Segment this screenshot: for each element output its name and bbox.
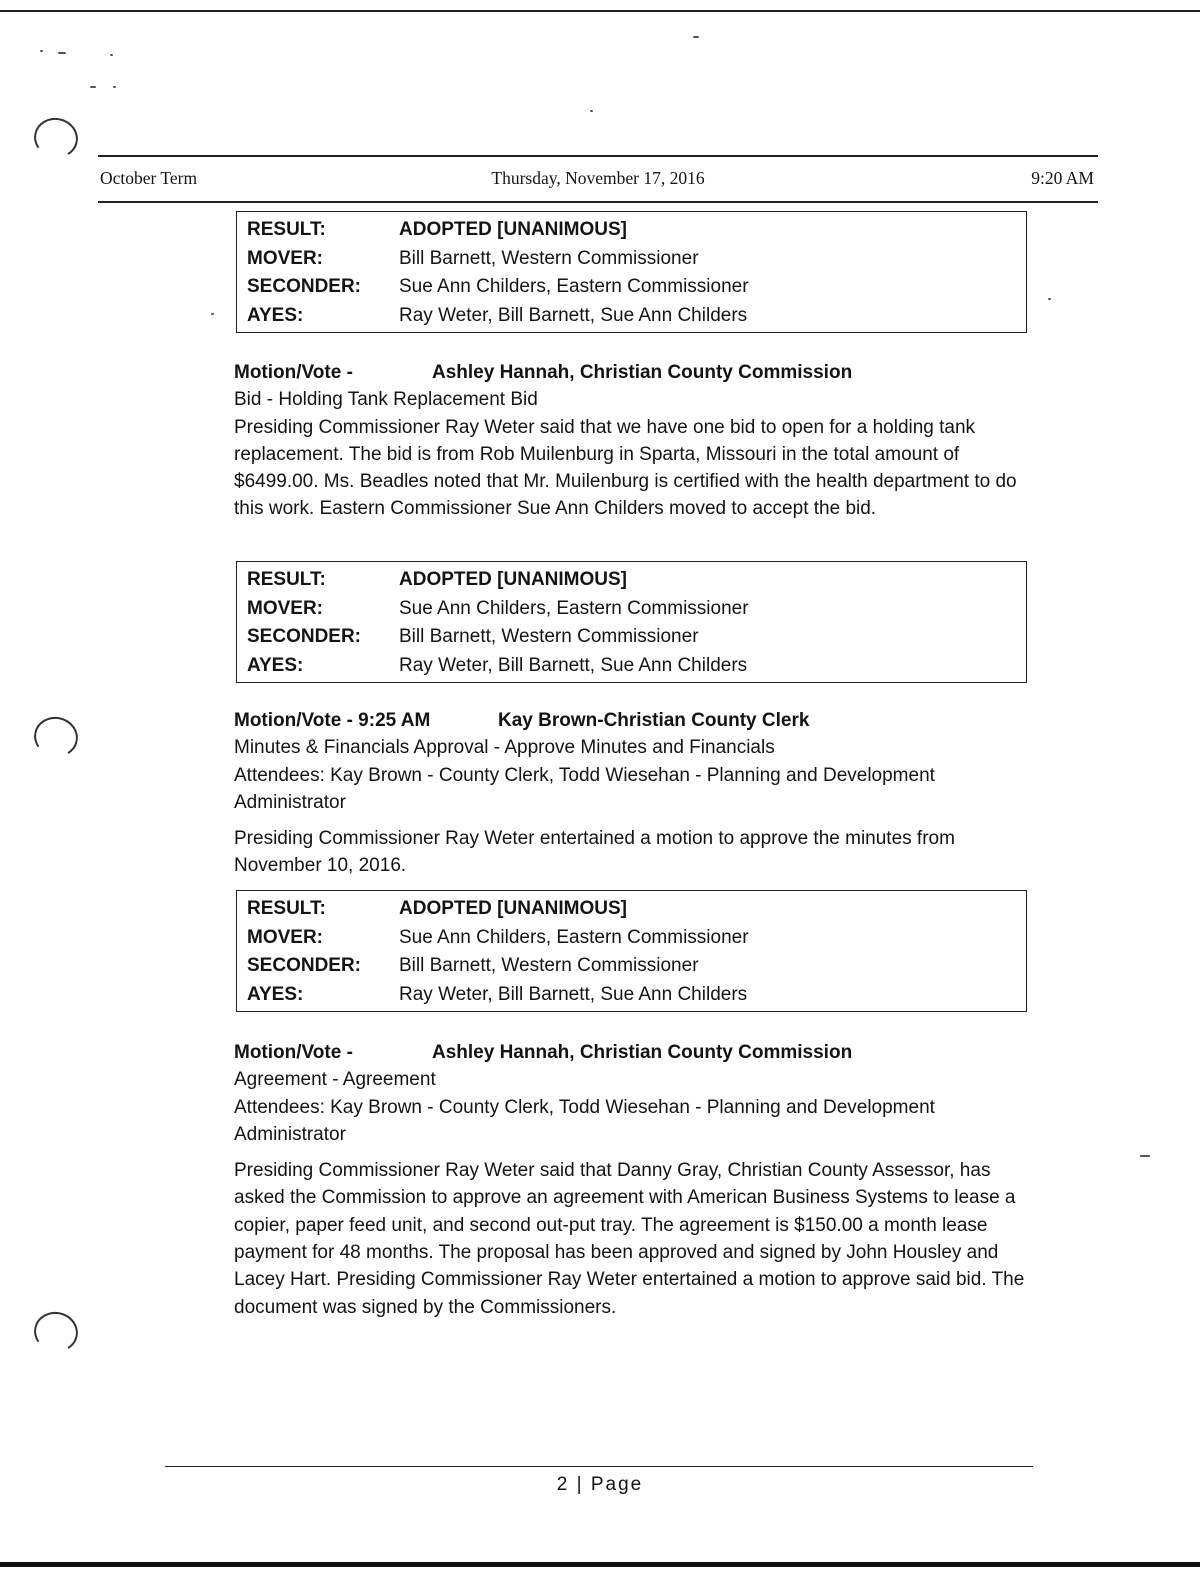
vote-value: Bill Barnett, Western Commissioner [399,955,699,977]
motion-line [234,707,1034,734]
vote-value: Ray Weter, Bill Barnett, Sue Ann Childers [399,304,748,326]
punch-hole [30,1308,81,1356]
scan-speck [590,110,593,112]
vote-value: Bill Barnett, Western Commissioner [399,247,699,269]
vote-row-seconder [237,623,1026,652]
vote-value: Sue Ann Childers, Eastern Commissioner [399,276,749,298]
scan-speck [1048,298,1051,300]
motion-label: Motion/Vote - 9:25 AM [234,710,431,731]
vote-label: AYES: [247,983,304,1005]
vote-value: Sue Ann Childers, Eastern Commissioner [399,926,749,948]
vote-value: ADOPTED [UNANIMOUS] [399,219,627,241]
vote-row-seconder [237,952,1026,981]
top-scan-edge [0,10,1200,12]
scan-speck [110,54,113,56]
vote-row-ayes [237,652,1026,681]
scan-speck [211,313,214,315]
vote-value: Bill Barnett, Western Commissioner [399,626,699,648]
vote-label: MOVER: [247,247,323,269]
vote-label: SECONDER: [247,955,362,977]
vote-result-table [236,211,1027,333]
vote-value: Sue Ann Childers, Eastern Commissioner [399,597,749,619]
agenda-item-body: Presiding Commissioner Ray Weter entertained a motion to approve the minutes from November 10, 2016. [234,828,955,877]
scan-speck [113,86,116,88]
motion-line [234,359,1034,386]
agenda-item-attendees: Attendees: Kay Brown - County Clerk, Todd Wiesehan - Planning and Development Administrator [234,1096,935,1145]
bottom-scan-edge [0,1562,1200,1567]
vote-row-result [237,566,1026,595]
vote-row-result [237,216,1026,245]
vote-value: ADOPTED [UNANIMOUS] [399,898,627,920]
page-header [98,155,1098,203]
scan-speck [58,52,66,54]
punch-hole [30,713,81,761]
scan-speck [693,36,699,38]
agenda-item-copier-agreement [234,1039,1034,1321]
motion-presenter: Ashley Hannah, Christian County Commission [432,1042,853,1063]
vote-row-mover [237,245,1026,274]
punch-hole [30,114,81,162]
vote-value: Ray Weter, Bill Barnett, Sue Ann Childers [399,983,748,1005]
vote-result-table [236,561,1027,683]
vote-label: SECONDER: [247,626,362,648]
motion-label: Motion/Vote - [234,362,353,383]
vote-result-table [236,890,1027,1012]
vote-row-result [237,895,1026,924]
agenda-item-body: Presiding Commissioner Ray Weter said that we have one bid to open for a holding tank replacement. The bid is from Rob Muilenburg in Sparta, Missouri in the total amount of $6499.00. Ms. Beadles noted that Mr. Muilenburg is certified with the health department to do this work. Eastern Commissioner Sue Ann Childers moved to accept the bid. [234,416,1017,520]
vote-label: MOVER: [247,597,323,619]
meeting-date: Thursday, November 17, 2016 [491,168,705,188]
agenda-item-subject: Minutes & Financials Approval - Approve Minutes and Financials [234,737,775,759]
term-label: October Term [100,168,198,188]
scan-speck [90,86,96,88]
vote-label: MOVER: [247,926,323,948]
vote-label: RESULT: [247,219,326,241]
vote-label: SECONDER: [247,276,362,298]
vote-row-seconder [237,273,1026,302]
motion-presenter: Ashley Hannah, Christian County Commission [432,362,853,383]
scan-speck [40,50,43,52]
agenda-item-minutes-approval [234,707,1034,880]
vote-row-mover [237,924,1026,953]
vote-value: ADOPTED [UNANIMOUS] [399,569,627,591]
agenda-item-body: Presiding Commissioner Ray Weter said that Danny Gray, Christian County Assessor, has asked the Commission to approve an agreement with American Business Systems to lease a copier, paper feed unit, and second out-put tray. The agreement is $150.00 a month lease payment for 48 months. The proposal has been approved and signed by John Housley and Lacey Hart. Presiding Commissioner Ray Weter entertained a motion to approve said bid. The document was signed by the Commissioners. [234,1160,1025,1318]
meeting-time: 9:20 AM [1031,168,1094,188]
vote-value: Ray Weter, Bill Barnett, Sue Ann Childers [399,654,748,676]
agenda-item-subject: Bid - Holding Tank Replacement Bid [234,389,538,411]
vote-row-ayes [237,981,1026,1010]
vote-label: RESULT: [247,569,326,591]
vote-label: AYES: [247,654,304,676]
vote-row-mover [237,595,1026,624]
footer-divider [165,1466,1033,1467]
vote-label: RESULT: [247,898,326,920]
vote-row-ayes [237,302,1026,331]
motion-line [234,1039,1034,1066]
vote-label: AYES: [247,304,304,326]
agenda-item-holding-tank-bid [234,359,1034,523]
motion-label: Motion/Vote - [234,1042,353,1063]
scan-speck [1140,1155,1150,1157]
motion-presenter: Kay Brown-Christian County Clerk [498,710,810,731]
agenda-item-attendees: Attendees: Kay Brown - County Clerk, Todd Wiesehan - Planning and Development Administrator [234,764,935,813]
page-number: 2 | Page [556,1474,644,1495]
agenda-item-subject: Agreement - Agreement [234,1069,436,1091]
